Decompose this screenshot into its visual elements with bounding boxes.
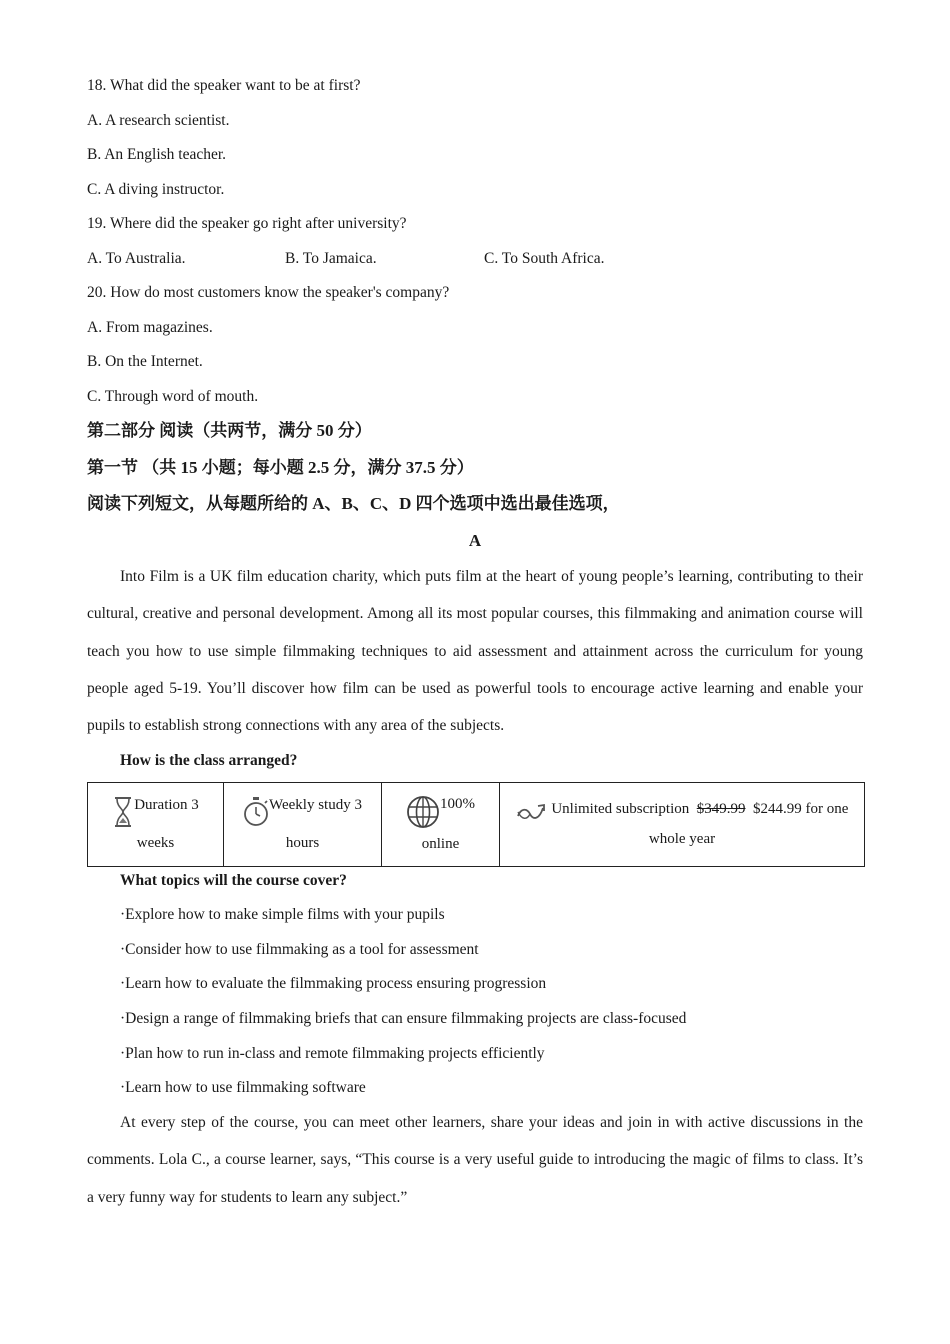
topic-item: ·Explore how to make simple films with your pupils	[120, 906, 445, 923]
question-20-option-a: A. From magazines.	[87, 319, 213, 336]
weekly-cell	[224, 783, 382, 867]
question-19-stem: 19. Where did the speaker go right after university?	[87, 215, 407, 232]
question-20-option-c: C. Through word of mouth.	[87, 388, 259, 405]
online-cell	[382, 783, 500, 867]
subscription-cell	[500, 783, 865, 867]
section-instruction: 阅读下列短文，从每题所给的 A、B、C、D 四个选项中选出最佳选项，	[87, 494, 620, 513]
duration-cell	[88, 783, 224, 867]
topic-item: ·Consider how to use filmmaking as a tool for assessment	[120, 941, 479, 958]
question-20-stem: 20. How do most customers know the speaker's company?	[87, 284, 450, 301]
passage-closing: At every step of the course, you can meet other learners, share your ideas and join in with active discussions in the comments. Lola C., a course learner, says, “This course is a very useful guide to introducing the magic of films to class. It’s a very funny way for students to learn any subject.”	[87, 1114, 863, 1206]
question-19-option-b: B. To Jamaica.	[285, 250, 377, 267]
topic-item: ·Plan how to run in-class and remote filmmaking projects efficiently	[120, 1045, 545, 1062]
online-text: 100% online	[421, 796, 475, 852]
topic-item: ·Learn how to evaluate the filmmaking process ensuring progression	[120, 975, 547, 992]
question-20-option-b: B. On the Internet.	[87, 353, 203, 370]
topics-heading: What topics will the course cover?	[120, 872, 347, 889]
section-part-title: 第二部分 阅读（共两节，满分 50 分）	[87, 421, 372, 440]
globe-icon	[406, 795, 440, 835]
hourglass-icon	[112, 796, 134, 834]
old-price: $349.99	[696, 801, 746, 817]
question-18-stem: 18. What did the speaker want to be at first?	[87, 77, 361, 94]
duration-text: Duration 3 weeks	[134, 797, 199, 851]
question-18-option-c: C. A diving instructor.	[87, 181, 225, 198]
question-19-option-c: C. To South Africa.	[484, 250, 605, 267]
topic-item: ·Design a range of filmmaking briefs that can ensure filmmaking projects are class-focused	[120, 1010, 687, 1027]
weekly-text: Weekly study 3 hours	[269, 797, 362, 851]
course-info-table	[87, 782, 865, 867]
passage-label: A	[468, 531, 482, 550]
infinity-arrow-icon	[516, 800, 548, 830]
question-18-option-a: A. A research scientist.	[87, 112, 230, 129]
topic-item: ·Learn how to use filmmaking software	[120, 1079, 366, 1096]
question-18-option-b: B. An English teacher.	[87, 146, 227, 163]
arranged-heading: How is the class arranged?	[120, 752, 298, 769]
passage-intro: Into Film is a UK film education charity, which puts film at the heart of young people’s learning, contributing to their cultural, creative and personal development. Among all its most popular courses, this filmmaking and animation course will teach you how to use simple filmmaking techniques to aid assessment and attainment across the curriculum for young people aged 5-19. You’ll discover how film can be used as powerful tools to encourage active learning and enable your pupils to establish strong connections with any area of the subjects.	[87, 568, 863, 735]
new-price: $244.99 for one whole year	[648, 801, 849, 847]
question-19-option-a: A. To Australia.	[87, 250, 186, 267]
section-sub-title: 第一节 （共 15 小题；每小题 2.5 分，满分 37.5 分）	[87, 458, 474, 477]
stopwatch-icon	[243, 796, 269, 834]
subscription-label: Unlimited subscription	[551, 801, 690, 817]
